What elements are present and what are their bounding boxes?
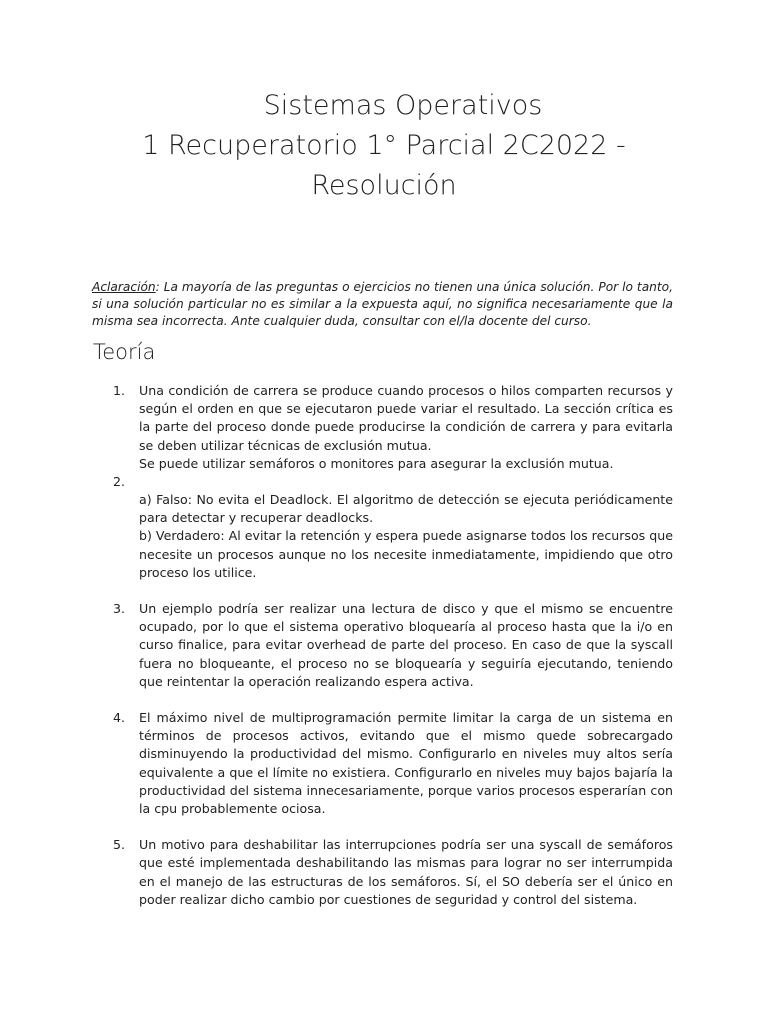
answer-item-4 [93,691,673,818]
answer-item-2 [93,473,673,582]
answer-number: 5. [113,837,126,853]
answer-number: 1. [113,383,126,398]
section-title-theory: Teoría [93,340,156,364]
answer-paragraph: a) Falso: No evita el Deadlock. El algoritmo de detección se ejecuta periódicamente para detectar y recuperar deadlocks. [139,492,673,526]
answer-number: 2. [113,474,126,490]
clarification-note [92,279,673,330]
answer-item-5 [93,818,673,909]
title-line-2: 1 Recuperatorio 1° Parcial 2C2022 - [142,130,626,161]
answer-paragraph: Una condición de carrera se produce cuando procesos o hilos comparten recursos y según el orden en que se ejecutaron puede variar el resultado. La sección crítica es la parte del proceso donde puede producirse la condición de carrera y para evitarla se deben utilizar técnicas de exclusión mutua. [139,383,673,453]
answer-paragraph: b) Verdadero: Al evitar la retención y espera puede asignarse todos los recursos que necesite un procesos aunque no los necesite inmediatamente, impidiendo que otro proceso los utilice. [139,528,673,580]
answer-paragraph: El máximo nivel de multiprogramación permite limitar la carga de un sistema en términos de procesos activos, evitando que el mismo quede sobrecargado disminuyendo la productividad del mismo. Configurarlo en niveles muy altos sería equivalente a que el límite no existiera. Configurarlo en niveles muy bajos bajaría la productividad del sistema innecesariamente, porque varios procesos esperarían con la cpu probablemente ociosa. [139,710,673,817]
answer-item-3 [93,582,673,691]
document-title [0,86,768,206]
answer-item-1 [93,382,673,473]
clarification-lead: Aclaración [92,280,156,295]
title-line-1: Sistemas Operativos [263,90,543,121]
answer-number: 4. [113,710,126,726]
answers-list [93,382,673,909]
answer-paragraph: Un motivo para deshabilitar las interrupciones podría ser una syscall de semáforos que esté implementada deshabilitando las mismas para lograr no ser interrumpida en el manejo de las estructuras de los semáforos. Sí, el SO debería ser el único en poder realizar dicho cambio por cuestiones de seguridad y control del sistema. [139,837,673,907]
title-line-3: Resolución [311,170,457,201]
answer-number: 3. [113,601,126,617]
answer-paragraph: Se puede utilizar semáforos o monitores para asegurar la exclusión mutua. [139,455,614,471]
clarification-text: : La mayoría de las preguntas o ejercicios no tienen una única solución. Por lo tanto, si una solución particular no es similar a la expuesta aquí, no significa necesariamente que la misma sea incorrecta. Ante cualquier duda, consultar con el/la docente del curso. [92,280,673,329]
answer-paragraph: Un ejemplo podría ser realizar una lectura de disco y que el mismo se encuentre ocupado, por lo que el sistema operativo bloquearía al proceso hasta que la i/o en curso finalice, para evitar overhead de parte del proceso. En caso de que la syscall fuera no bloqueante, el proceso no se bloquearía y seguiría ejecutando, teniendo que reintentar la operación realizando espera activa. [139,601,673,689]
